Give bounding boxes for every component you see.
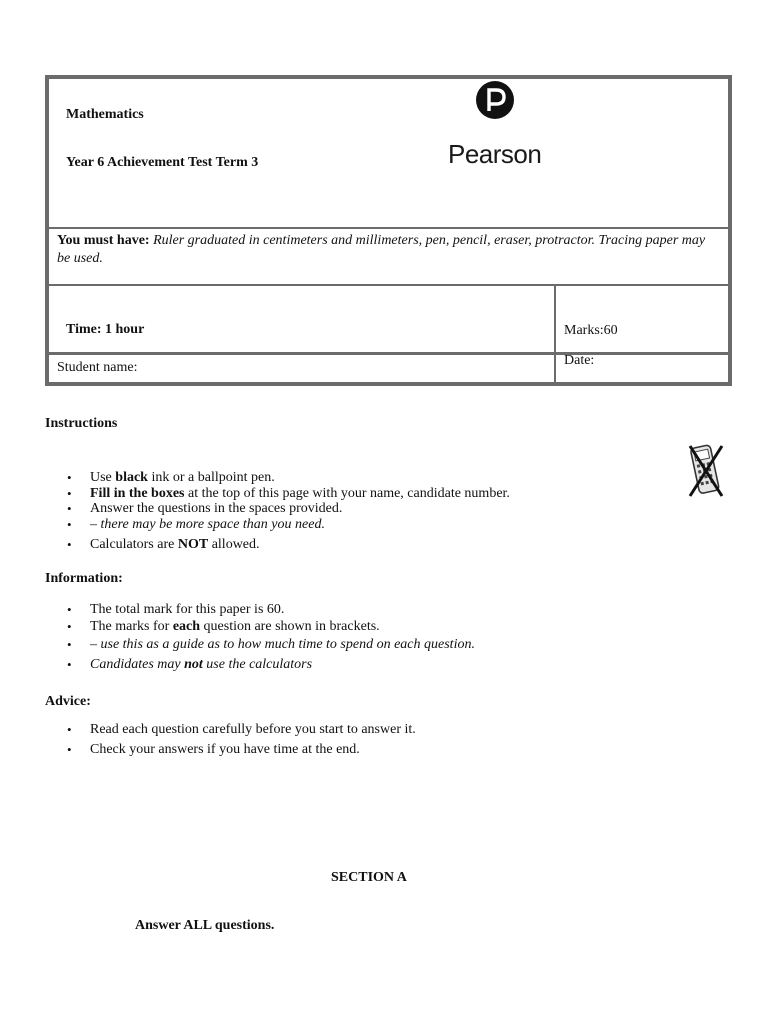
time-allowed: Time: 1 hour [66,322,145,337]
header-title-area [49,79,728,229]
date-field[interactable]: Date: [564,353,595,368]
section-instruction: Answer ALL questions. [135,918,275,933]
list-item: • Calculators are NOT allowed. [45,537,685,553]
time-marks-row [49,286,728,355]
equipment-requirements [49,229,728,286]
cover-header-box [45,75,732,386]
list-item: • Read each question carefully before you start to answer it. [45,722,685,742]
advice-list [45,722,685,758]
no-calculator-icon [686,440,726,500]
must-have-list: Ruler graduated in centimeters and millimeters, pen, pencil, eraser, protractor. Tracing paper may be used. [57,233,706,266]
equipment-text [57,232,717,268]
instructions-list [45,470,685,553]
list-item: • The total mark for this paper is 60. [45,602,685,619]
list-item: • Check your answers if you have time at the end. [45,742,685,758]
student-name-field[interactable]: Student name: [57,360,138,375]
list-item: • – there may be more space than you need. [45,517,685,537]
test-title: Year 6 Achievement Test Term 3 [66,155,259,170]
column-divider [554,355,556,382]
column-divider [554,286,556,352]
total-marks: Marks:60 [564,323,618,338]
subject-title: Mathematics [66,107,144,122]
list-item: • Answer the questions in the spaces provided. [45,501,685,517]
instructions-heading: Instructions [45,416,118,431]
pearson-wordmark: Pearson [448,139,542,169]
information-list [45,602,685,673]
list-item: • Use black ink or a ballpoint pen. [45,470,685,486]
must-have-label: You must have: [57,233,150,248]
advice-heading: Advice: [45,694,91,709]
list-item: • Candidates may not use the calculators [45,657,685,673]
list-item: • – use this as a guide as to how much time to spend on each question. [45,637,685,657]
list-item: • The marks for each question are shown in brackets. [45,619,685,637]
section-title: SECTION A [331,870,407,885]
information-heading: Information: [45,571,123,586]
student-details-row [49,355,728,382]
list-item: • Fill in the boxes at the top of this page with your name, candidate number. [45,486,685,501]
